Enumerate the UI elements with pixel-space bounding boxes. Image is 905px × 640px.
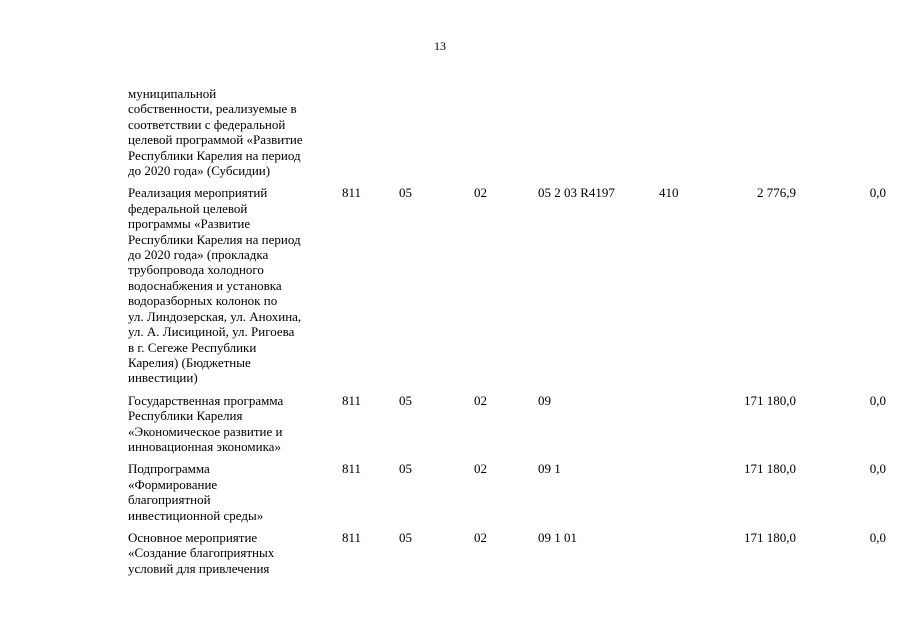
subsection-code: 02 [474,185,487,201]
subsection-code: 02 [474,529,487,545]
section-code: 05 [399,185,412,201]
subsection-code: 02 [474,461,487,477]
amount-value: 171 180,0 [744,461,796,477]
table-row [128,530,888,576]
row-description: муниципальной собственности, реализуемые в соответствии с федеральной целевой программой «Развитие Республики Карелия на период до 2020 года» (Субсидии) [128,86,303,179]
expense-type-code: 410 [659,185,679,201]
row-description: Подпрограмма «Формирование благоприятной инвестиционной среды» [128,461,264,523]
amount-value: 2 776,9 [757,185,796,201]
ministry-code: 811 [342,529,362,545]
row-description: Основное мероприятие «Создание благоприятных условий для привлечения [128,529,275,576]
page-number: 13 [434,39,446,53]
row-description: Государственная программа Республики Карелия «Экономическое развитие и инновационная экономика» [128,392,284,454]
amount-value-secondary: 0,0 [869,529,886,545]
ministry-code: 811 [342,392,362,408]
amount-value-secondary: 0,0 [869,461,886,477]
section-code: 05 [399,461,412,477]
row-description: Реализация мероприятий федеральной целевой программы «Развитие Республики Карелия на период до 2020 года» (прокладка трубопровода холодного водоснабжения и установка водоразборных колонок по ул. Линдозерская, ул. Анохина, ул. А. Лисициной, ул. Ригоева в г. Сегеже Республики Карелия) (Бюджетные инвестиции) [128,185,302,386]
ministry-code: 811 [342,185,362,201]
target-article-code: 09 1 01 [538,529,577,545]
target-article-code: 05 2 03 R4197 [538,185,615,201]
table-row [128,461,888,523]
amount-value-secondary: 0,0 [869,185,886,201]
budget-table [128,86,888,576]
table-row [128,393,888,455]
table-row [128,86,888,178]
subsection-code: 02 [474,392,487,408]
section-code: 05 [399,529,412,545]
amount-value: 171 180,0 [744,529,796,545]
target-article-code: 09 [538,392,551,408]
target-article-code: 09 1 [538,461,561,477]
amount-value-secondary: 0,0 [869,392,886,408]
section-code: 05 [399,392,412,408]
table-row [128,185,888,385]
ministry-code: 811 [342,461,362,477]
amount-value: 171 180,0 [744,392,796,408]
